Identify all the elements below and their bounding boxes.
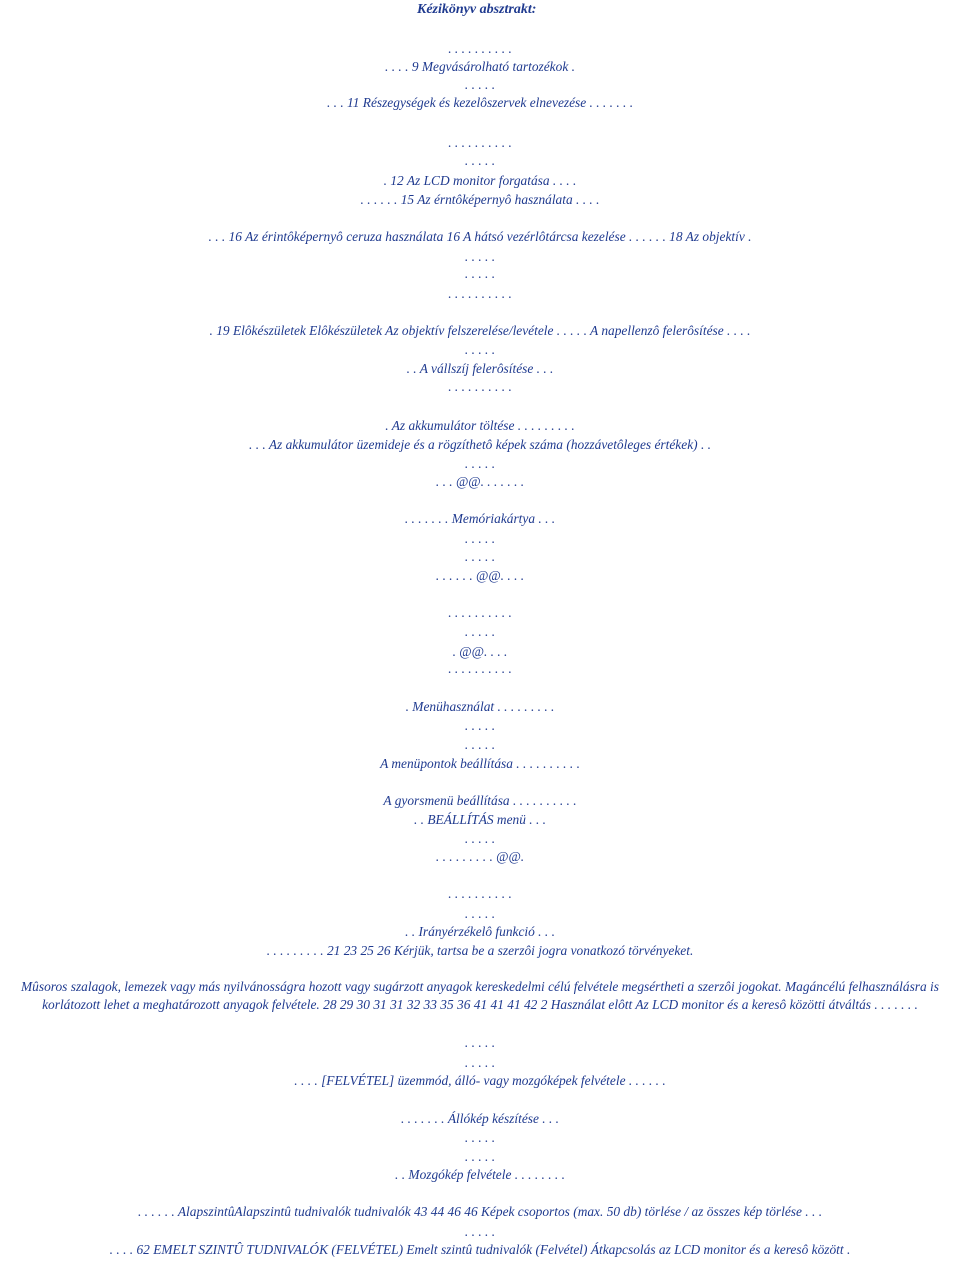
toc-line: . . . . . . . . . . [448, 379, 512, 394]
toc-line: . . . . . [464, 1035, 496, 1050]
toc-line: . . . . . . . . . . [448, 41, 512, 56]
toc-line: . . Irányérzékelô funkció . . . [405, 924, 555, 939]
toc-line: . . . . . [464, 266, 496, 281]
toc-line: . . . . . [464, 1055, 496, 1070]
toc-line: . . . Az akkumulátor üzemideje és a rögzíthetô képek száma (hozzávetôleges értékek) . . [249, 437, 711, 452]
toc-line: . . . . . [464, 342, 496, 357]
toc-line: . . . . . [464, 549, 496, 564]
toc-line: . . . . . [464, 718, 496, 733]
toc-line: . . . . . . . . . . [448, 605, 512, 620]
toc-line: . . . . . [464, 1224, 496, 1239]
toc-line: . . . 11 Részegységek és kezelôszervek elnevezése . . . . . . . [326, 95, 634, 110]
toc-line: . . A vállszíj felerôsítése . . . [406, 361, 554, 376]
toc-line: . . . . . . @@. . . . [435, 568, 525, 583]
toc-line: . . . . . [464, 1149, 496, 1164]
toc-line: . Menühasználat . . . . . . . . . [405, 699, 555, 714]
toc-line: . . . . . [464, 456, 496, 471]
toc-line: . . . . . [464, 737, 496, 752]
toc-line: A gyorsmenü beállítása . . . . . . . . . . [383, 793, 577, 808]
toc-line: . . . . . . . . . . [448, 286, 512, 301]
toc-line: . . . . . . AlapszintûAlapszintû tudnivalók tudnivalók 43 44 46 46 Képek csoportos (max. 50 db) törlése / az összes kép törlése . . . [137, 1204, 823, 1219]
toc-line: . 12 Az LCD monitor forgatása . . . . [383, 173, 577, 188]
toc-line: A menüpontok beállítása . . . . . . . . . . [380, 756, 580, 771]
toc-line: . 19 Elôkészületek Elôkészületek Az objektív felszerelése/levétele . . . . . A napellenzô felerôsítése . . . . [209, 323, 751, 338]
toc-line: . . . . . . . . . . [448, 135, 512, 150]
toc-line: . Az akkumulátor töltése . . . . . . . . . [385, 418, 575, 433]
toc-line: . . . . 9 Megvásárolható tartozékok . [385, 59, 575, 74]
toc-line: . . . . . . . Memóriakártya . . . [404, 511, 556, 526]
toc-line: . . . . . . . Állókép készítése . . . [400, 1111, 560, 1126]
toc-line: . @@. . . . [452, 644, 508, 659]
toc-line: . . . . . [464, 831, 496, 846]
toc-line: . . . . . [464, 249, 496, 264]
toc-line: . . . . . . . . . . [448, 886, 512, 901]
toc-line: . . . . . . 15 Az érntôképernyô használata . . . . [360, 192, 600, 207]
toc-line: . . . . 62 EMELT SZINTÛ TUDNIVALÓK (FELVÉTEL) Emelt szintû tudnivalók (Felvétel) Átkapcsolás az LCD monitor és a keresô között . [109, 1242, 851, 1257]
copyright-paragraph: Mûsoros szalagok, lemezek vagy más nyilvánosságra hozott vagy sugárzott anyagok kereskedelmi célú felvétele megsértheti a szerzôi jogokat. Magáncélú felhasználásra is korlátozott lehet a meghatározott anyagok felvétele. 28 29 30 31 31 32 33 35 36 41 41 41 42 2 Használat elôtt Az LCD monitor és a keresô közötti átváltás . . . . . . . [21, 979, 939, 1012]
toc-line: . . . . . [464, 531, 496, 546]
toc-line: . . . . . . . . . @@. [435, 849, 525, 864]
toc-line: . . . . . [464, 906, 496, 921]
toc-line: . . . . [FELVÉTEL] üzemmód, álló- vagy mozgóképek felvétele . . . . . . [294, 1073, 666, 1088]
toc-line: . . . . . [464, 1130, 496, 1145]
toc-line: . . . . . . . . . . [448, 661, 512, 676]
toc-line: . . . . . [464, 624, 496, 639]
toc-line: . . BEÁLLÍTÁS menü . . . [413, 812, 547, 827]
toc-line: . . . @@. . . . . . . [435, 474, 525, 489]
toc-line: . . . 16 Az érintôképernyô ceruza használata 16 A hátsó vezérlôtárcsa kezelése . . . . . . 18 Az objektív . [208, 229, 752, 244]
toc-line: . . . . . [464, 77, 496, 92]
toc-line: . . . . . . . . . 21 23 25 26 Kérjük, tartsa be a szerzôi jogra vonatkozó törvényeket. [266, 943, 694, 958]
toc-line: . . . . . [464, 153, 496, 168]
document-title: Kézikönyv absztrakt: [417, 2, 537, 17]
toc-line: . . Mozgókép felvétele . . . . . . . . [395, 1167, 565, 1182]
